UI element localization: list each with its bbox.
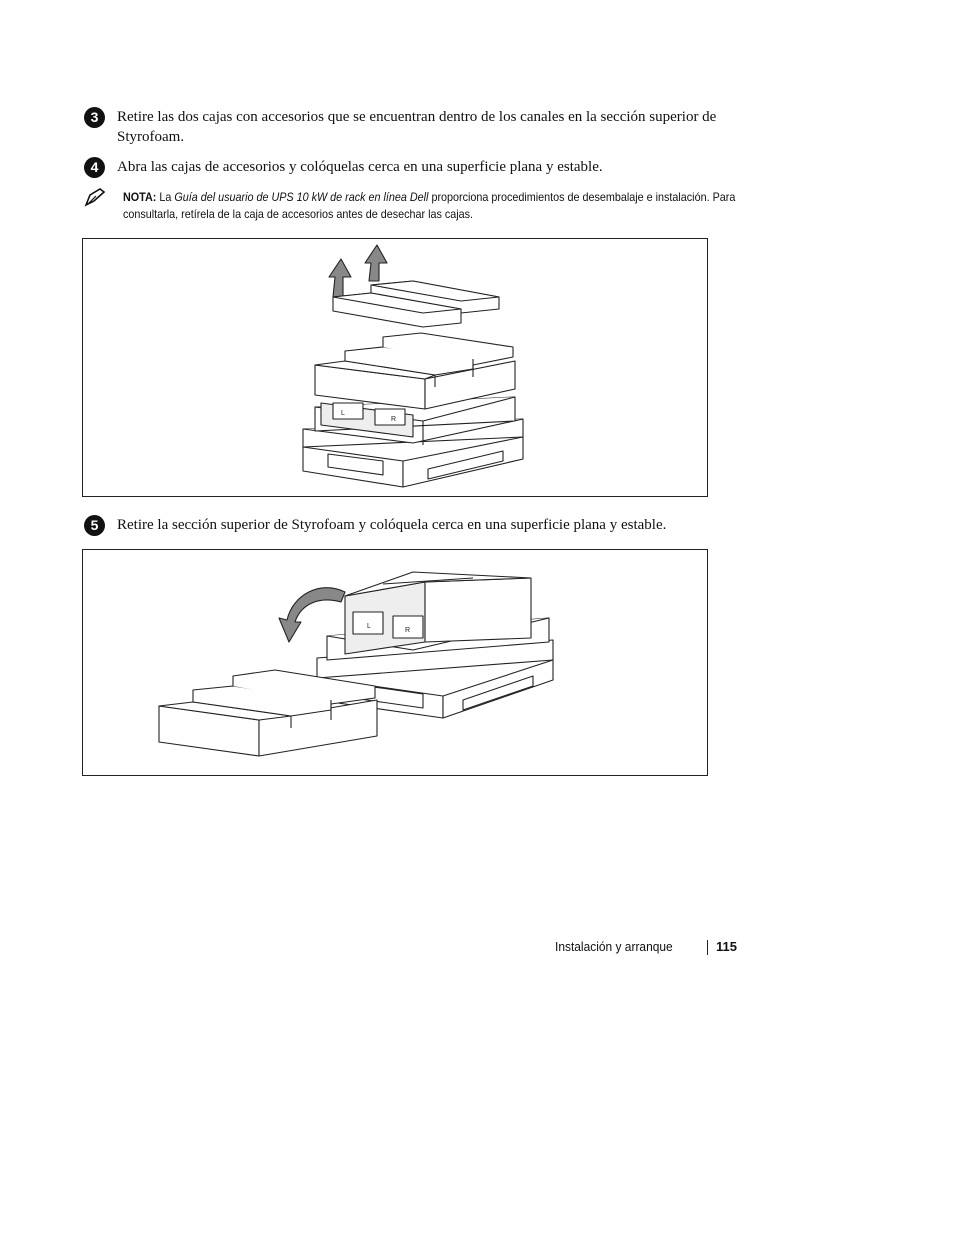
step-number-badge: 5 [84,515,105,536]
figure-1-illustration [83,239,707,496]
figure-2-label-left: L [367,623,371,630]
footer-divider [707,940,708,955]
note-label: NOTA: [123,191,157,204]
figure-remove-top-styrofoam [82,549,708,776]
step-number-badge: 3 [84,107,105,128]
figure-2-illustration [83,550,707,775]
curved-arrow-icon [279,588,345,642]
step-3 [84,107,764,149]
pencil-note-icon [84,187,106,207]
step-text: Abra las cajas de accesorios y colóquelas cerca en una superficie plana y estable. [117,159,603,175]
figure-2-label-right: R [405,627,411,634]
note-guide-title: Guía del usuario de UPS 10 kW de rack en línea Dell [174,191,429,204]
figure-remove-accessory-boxes [82,238,708,497]
note-body: proporciona procedimientos de desembalaje e instalación. Para consultarla, retírela de la caja de accesorios antes de desechar las cajas. [123,191,736,221]
figure-1-label-right: R [391,416,397,423]
step-text: Retire la sección superior de Styrofoam y colóquela cerca en una superficie plana y estable. [117,517,667,533]
note-prefix: La [156,191,175,204]
step-number-badge: 4 [84,157,105,178]
step-5 [84,515,764,537]
footer-section-title: Instalación y arranque [555,939,673,954]
page-number: 115 [716,939,737,954]
note-text [123,189,765,223]
figure-1-label-left: L [341,410,345,417]
step-4 [84,157,764,179]
step-text: Retire las dos cajas con accesorios que se encuentran dentro de los canales en la sección superior de Styrofoam. [117,109,717,145]
